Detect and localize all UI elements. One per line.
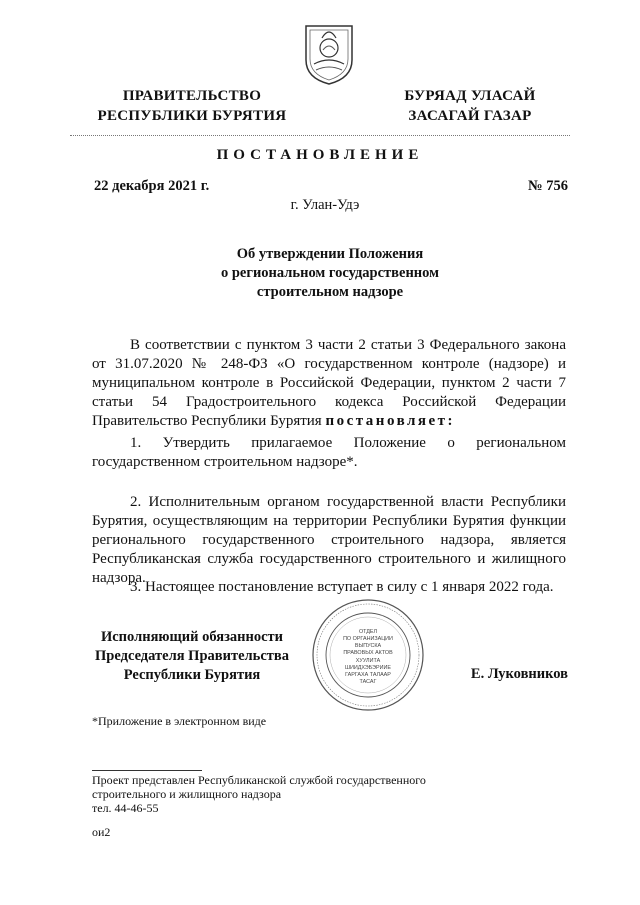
preamble-paragraph [92, 336, 566, 431]
appendix-note: *Приложение в электронном виде [92, 714, 267, 728]
resolve-word: постановляет: [325, 413, 456, 429]
prepared-by-note [92, 773, 492, 815]
signatory-title-line2: Председателя Правительства [95, 648, 289, 664]
seal-line5: ХУУЛИТА [355, 658, 381, 664]
seal-line1: ОТДЕЛ [358, 629, 378, 635]
signatory-title [84, 628, 300, 685]
document-code: ои2 [92, 825, 111, 839]
signatory-title-line3: Республики Бурятия [123, 667, 261, 683]
contact-phone: тел. 44-46-55 [92, 801, 159, 815]
document-subject [160, 245, 500, 302]
header-divider [70, 135, 570, 136]
government-name-russian [80, 86, 304, 126]
subject-line2: о региональном государственном [220, 265, 440, 281]
seal-line2: ПО ОРГАНИЗАЦИИ [343, 636, 393, 642]
subject-line1: Об утверждении Положения [236, 246, 424, 262]
header-left-line2: РЕСПУБЛИКИ БУРЯТИЯ [97, 108, 287, 124]
document-date: 22 декабря 2021 г. [94, 178, 210, 194]
footer-rule [92, 770, 202, 771]
header-right-line1: БУРЯАД УЛАСАЙ [404, 88, 536, 104]
official-seal-stamp [311, 598, 425, 712]
seal-line4: ПРАВОВЫХ АКТОВ [343, 650, 393, 656]
header-right-line2: ЗАСАГАЙ ГАЗАР [408, 108, 532, 124]
document-number: № 756 [528, 178, 568, 194]
seal-line7: ГАРГАХА ТАЛААР [345, 672, 391, 678]
seal-line8: ТАСАГ [359, 679, 377, 685]
preamble-text: В соответствии с пунктом 3 части 2 статьи 3 Федерального закона от 31.07.2020 № 248-ФЗ «О государственном контроле (надзоре) и муниципальном контроле в Российской Федерации, пунктом 2 части 7 статьи 54 Градостроительного кодекса Российской Федерации Правительство Республики Бурятия [92, 337, 566, 429]
item-1: 1. Утвердить прилагаемое Положение о региональном государственном строительном надзоре*. [92, 435, 566, 470]
signatory-name: Е. Луковников [470, 666, 568, 682]
document-city: г. Улан-Удэ [290, 197, 360, 213]
document-type: ПОСТАНОВЛЕНИЕ [216, 147, 424, 163]
subject-line3: строительном надзоре [256, 284, 404, 300]
coat-of-arms-icon [300, 20, 358, 86]
signatory-title-line1: Исполняющий обязанности [100, 629, 284, 645]
prepared-line2: строительного и жилищного надзора [92, 787, 282, 801]
prepared-line1: Проект представлен Республиканской службой государственного [92, 773, 426, 787]
government-name-buryat [390, 86, 550, 126]
item-2: 2. Исполнительным органом государственной власти Республики Бурятия, осуществляющим на территории Республики Бурятия функции регионального государственного строительного надзора, является Республиканская служба государственного строительного и жилищного надзора. [92, 494, 566, 586]
seal-line3: ВЫПУСКА [354, 643, 382, 649]
header-left-line1: ПРАВИТЕЛЬСТВО [122, 88, 262, 104]
item-3: 3. Настоящее постановление вступает в силу с 1 января 2022 года. [130, 579, 554, 595]
seal-line6: ШИИДХЭБЭРИИЕ [345, 665, 391, 671]
